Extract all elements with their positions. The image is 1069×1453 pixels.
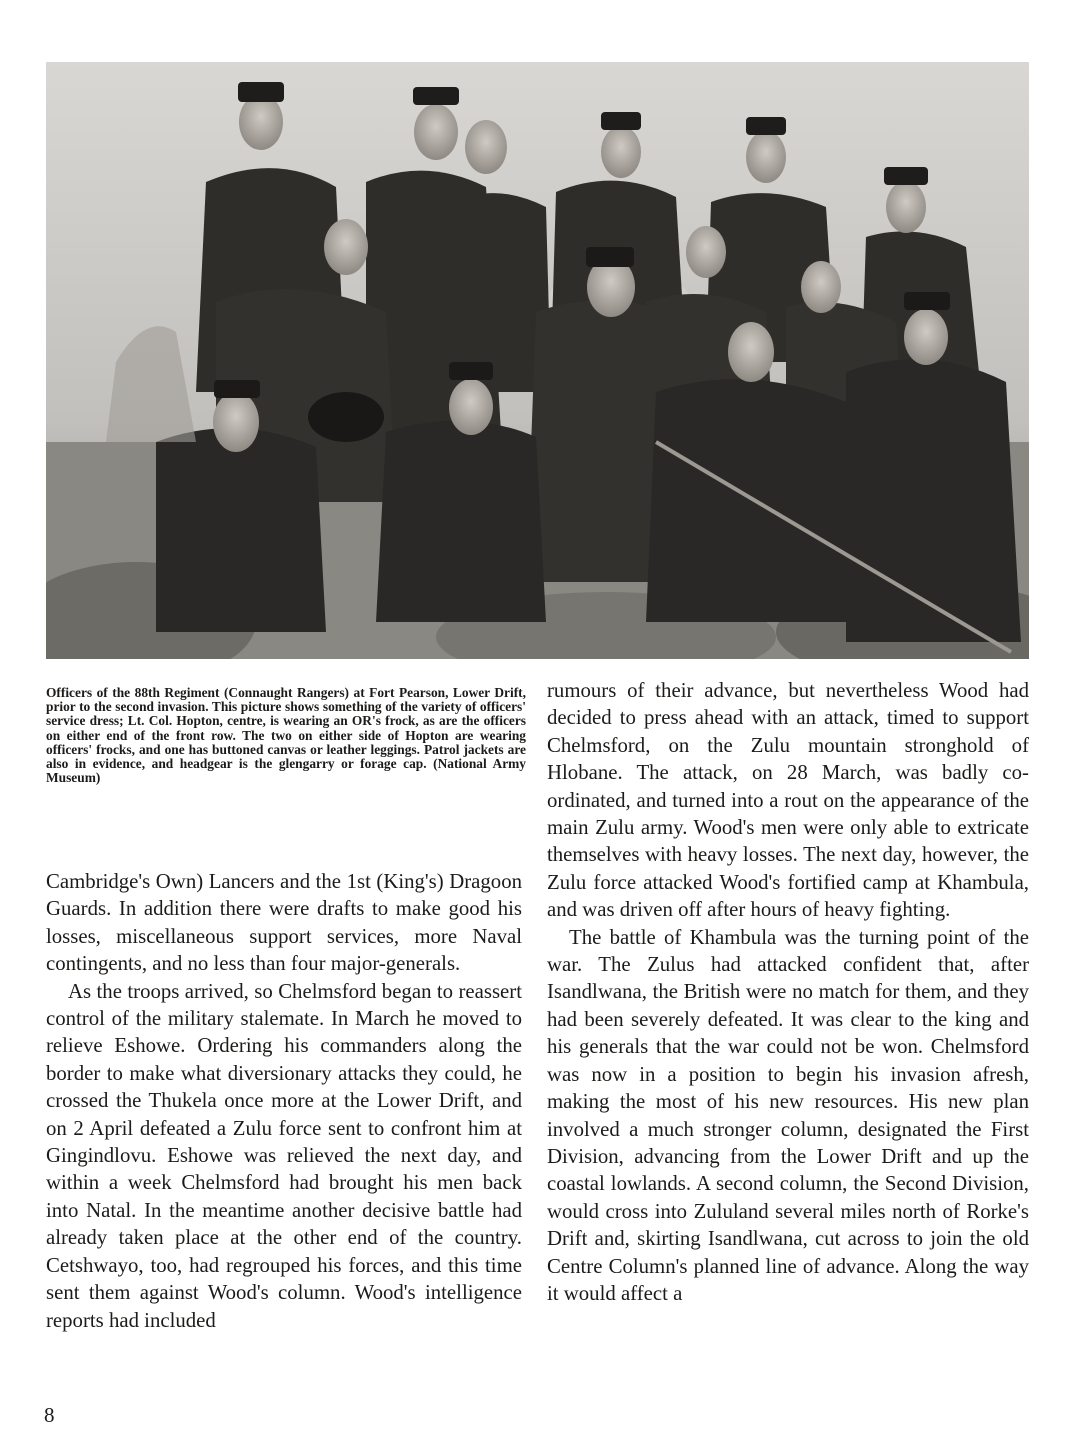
left-paragraph-2: As the troops arrived, so Chelmsford began to reassert control of the military stalemate. In March he moved to relieve Eshowe. Ordering his commanders along the border to make what diversionary attacks they could, he crossed the Thukela once more at the Lower Drift, and on 2 April defeated a Zulu force sent to confront him at Gingindlovu. Eshowe was relieved the next day, and within a week Chelmsford had brought his men back into Natal. In the meantime another decisive battle had already taken place at the other end of the country. Cetshwayo, too, had regrouped his forces, and this time sent them against Wood's column. Wood's intelligence reports had included: [46, 979, 522, 1332]
left-paragraph-1: Cambridge's Own) Lancers and the 1st (King's) Dragoon Guards. In addition there were drafts to make good his losses, miscellaneous support services, more Naval contingents, and no less than four major-generals.: [46, 870, 522, 976]
left-column: [46, 868, 522, 1334]
group-photograph: [46, 62, 1029, 659]
page-number: 8: [44, 1403, 55, 1427]
right-column: [547, 677, 1029, 1307]
photograph-illustration: [46, 62, 1029, 659]
right-paragraph-1: rumours of their advance, but nevertheless Wood had decided to press ahead with an attack, timed to support Chelmsford, on the Zulu mountain stronghold of Hlobane. The attack, on 28 March, was badly co-ordinated, and turned into a rout on the appearance of the main Zulu army. Wood's men were only able to extricate themselves with heavy losses. The next day, however, the Zulu force attacked Wood's fortified camp at Khambula, and was driven off after hours of heavy fighting.: [547, 679, 1029, 922]
photo-caption: Officers of the 88th Regiment (Connaught Rangers) at Fort Pearson, Lower Drift, prior to the second invasion. This picture shows something of the variety of officers' service dress; Lt. Col. Hopton, centre, is wearing an OR's frock, as are the officers on either end of the front row. The two on either side of Hopton are wearing officers' frocks, and one has buttoned canvas or leather leggings. Patrol jackets are also in evidence, and headgear is the glengarry or forage cap. (National Army Museum): [46, 685, 526, 786]
right-paragraph-2: The battle of Khambula was the turning point of the war. The Zulus had attacked confident that, after Isandlwana, the British were no match for them, and they had been severely defeated. It was clear to the king and his generals that the war could not be won. Chelmsford was now in a position to begin his invasion afresh, making the most of his new resources. His new plan involved a much stronger column, designated the First Division, advancing from the Lower Drift and up the coastal lowlands. A second column, the Second Division, would cross into Zululand several miles north of Rorke's Drift and, skirting Isandlwana, cut across to join the old Centre Column's planned line of advance. Along the way it would affect a: [547, 925, 1029, 1305]
